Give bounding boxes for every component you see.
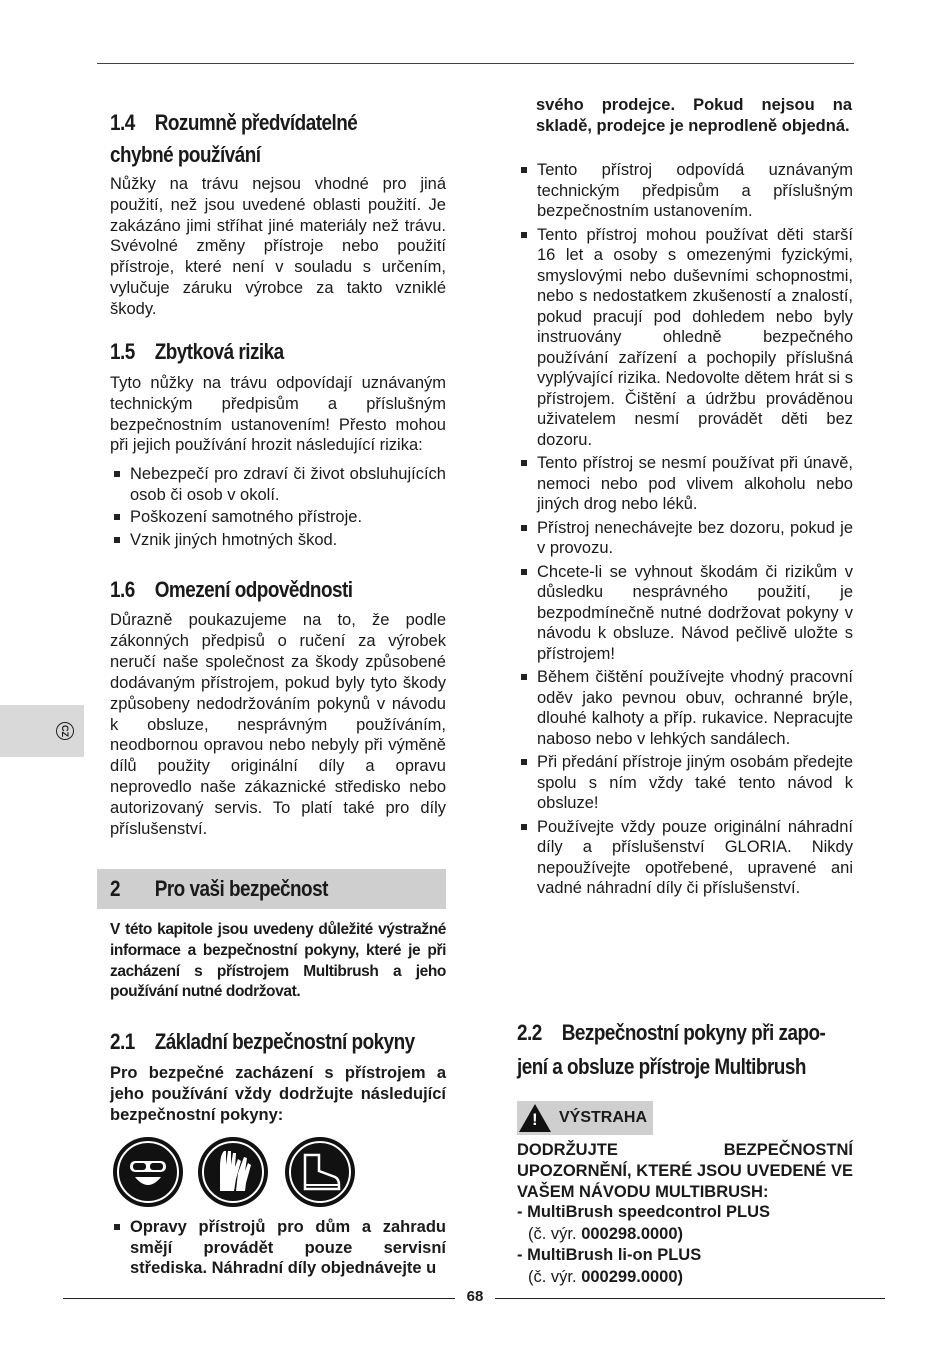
section-number: 2.1 <box>110 1029 135 1054</box>
chapter-2-intro: V této kapitole jsou uvedeny důležité výstražné informace a bezpečnostní pokyny, které je při zacházení s přístrojem Multibrush a jeho používání nutné dodržovat. <box>110 921 446 1001</box>
gloves-icon <box>198 1137 268 1207</box>
section-1-4-heading <box>110 107 357 139</box>
list-item: Tento přístroj mohou používat děti starší 16 let a osoby s omezenými fyzickými, smyslovými nebo duševními schopnostmi, nebo s nedostatkem zkušeností a znalostí, pokud pracují pod dohledem nebo byly instruovány ohledně bezpečného používání zařízení a pochopily příslušná vyplývající rizika. Nedovolte dětem hrát si s přístrojem. Čištění a údržbu prováděnou uživatelem nesmí provádět děti bez dozoru. <box>517 225 853 451</box>
section-number: 2 <box>110 876 121 901</box>
product-code: 000299.0000) <box>581 1267 684 1286</box>
list-item: Tento přístroj odpovídá uznávaným technickým předpisům a příslušným bezpečnostním ustanovením. <box>517 160 853 222</box>
section-2-2-heading <box>517 1017 825 1049</box>
section-1-4-text: Nůžky na trávu nejsou vhodné pro jiná použití, než jsou uvedené oblasti použití. Je zakázáno jimi stříhat jiné materiály než trávu. Svévolné změny přístroje nebo použití přístroje, které není v souladu s určením, vylučuje záruku výrobce za takto vzniklé škody. <box>110 175 446 318</box>
section-1-5-heading <box>110 336 284 368</box>
section-title: Zbytková rizika <box>154 339 284 364</box>
repair-list <box>110 1217 446 1279</box>
section-number: 1.4 <box>110 110 135 135</box>
warning-icon: ! <box>519 1104 551 1132</box>
section-1-6-text: Důrazně poukazujeme na to, že podle zákonných předpisů o ručení za výrobek neručí naše společnost za škody způsobené dodávaným přístrojem, pokud byly tyto škody způsobeny nedodržováním pokynů v návodu k obsluze, nesprávným používáním, neodbornou opravou nebo nebyly při výměně dílů použity originální díly a opravu neprovedlo naše zákaznické středisko nebo autorizovaný servis. To platí také pro díly příslušenství. <box>110 611 446 839</box>
product-code-prefix: (č. výr. <box>528 1267 577 1286</box>
section-title: Omezení odpovědnosti <box>154 577 353 602</box>
section-title: Rozumně předvídatelné <box>154 110 358 135</box>
section-title: Základní bezpečnostní pokyny <box>154 1029 415 1054</box>
section-title: Bezpečnostní pokyny při zapo- <box>561 1020 826 1045</box>
section-1-4-heading-cont: chybné používání <box>110 142 261 167</box>
section-number: 1.6 <box>110 577 135 602</box>
goggles-mask-icon <box>113 1137 183 1207</box>
list-item: Vznik jiných hmotných škod. <box>110 530 446 551</box>
risk-list <box>110 464 446 550</box>
chapter-2-heading <box>110 873 328 905</box>
list-item: Během čištění používejte vhodný pracovní oděv jako pevnou obuv, ochranné brýle, dlouhé kalhoty a příp. rukavice. Nepracujte naboso nebo v lehkých sandálech. <box>517 667 853 749</box>
list-item: Při předání přístroje jiným osobám předejte spolu s ním vždy také tento návod k obsluze! <box>517 752 853 814</box>
warning-badge <box>517 1101 653 1135</box>
product-code-prefix: (č. výr. <box>528 1224 577 1243</box>
language-badge: CZ <box>56 722 74 740</box>
language-tab <box>0 705 84 757</box>
list-item: Nebezpečí pro zdraví či život obsluhujících osob či osob v okolí. <box>110 464 446 505</box>
continued-text: svého prodejce. Pokud nejsou na skladě, prodejce je neprodleně objedná. <box>536 96 852 135</box>
section-number: 2.2 <box>517 1020 542 1045</box>
product-name: - MultiBrush speedcontrol PLUS <box>517 1203 771 1221</box>
section-2-1-heading <box>110 1026 415 1058</box>
product-code: 000298.0000) <box>581 1224 684 1243</box>
section-2-1-text: Pro bezpečné zacházení s přístrojem a jeho používání vždy dodržujte následující bezpečnostní pokyny: <box>110 1064 446 1124</box>
list-item: Používejte vždy pouze originální náhradní díly a příslušenství GLORIA. Nikdy nepoužívejte opotřebené, upravené ani vadné náhradní díly či příslušenství. <box>517 817 853 899</box>
section-2-2-heading-cont: jení a obsluze přístroje Multibrush <box>517 1054 806 1079</box>
ppe-icons <box>110 1137 360 1207</box>
product-name: - MultiBrush li-on PLUS <box>517 1246 702 1264</box>
section-number: 1.5 <box>110 339 135 364</box>
section-1-5-text: Tyto nůžky na trávu odpovídají uznávaným technickým předpisům a příslušným bezpečnostním ustanovením! Přesto mohou při jejich používání hrozit následující rizika: <box>110 374 446 455</box>
list-item: Tento přístroj se nesmí používat při únavě, nemoci nebo pod vlivem alkoholu nebo jiných drog nebo léků. <box>517 453 853 515</box>
page-number: 68 <box>466 1288 484 1305</box>
section-title: Pro vaši bezpečnost <box>154 876 328 901</box>
warning-label: VÝSTRAHA <box>559 1109 648 1126</box>
boot-icon <box>285 1137 355 1207</box>
safety-list <box>517 160 853 899</box>
warning-text: DODRŽUJTE BEZPEČNOSTNÍ UPOZORNĚNÍ, KTERÉ JSOU UVEDENÉ VE VAŠEM NÁVODU MULTIBRUSH: <box>517 1141 853 1201</box>
footer-rule-right <box>495 1298 885 1299</box>
top-rule <box>97 63 854 64</box>
list-item: Přístroj nenechávejte bez dozoru, pokud je v provozu. <box>517 518 853 559</box>
product-list <box>517 1202 770 1288</box>
section-1-6-heading <box>110 574 353 606</box>
footer-rule-left <box>63 1298 455 1299</box>
list-item: Opravy přístrojů pro dům a zahradu smějí provádět pouze servisní střediska. Náhradní díly objednávejte u <box>110 1217 446 1279</box>
list-item: Chcete-li se vyhnout škodám či rizikům v důsledku nesprávného použití, je bezpodmínečně nutné dodržovat pokyny v návodu k obsluze. Návod pečlivě uložte s přístrojem! <box>517 562 853 665</box>
list-item: Poškození samotného přístroje. <box>110 507 446 528</box>
